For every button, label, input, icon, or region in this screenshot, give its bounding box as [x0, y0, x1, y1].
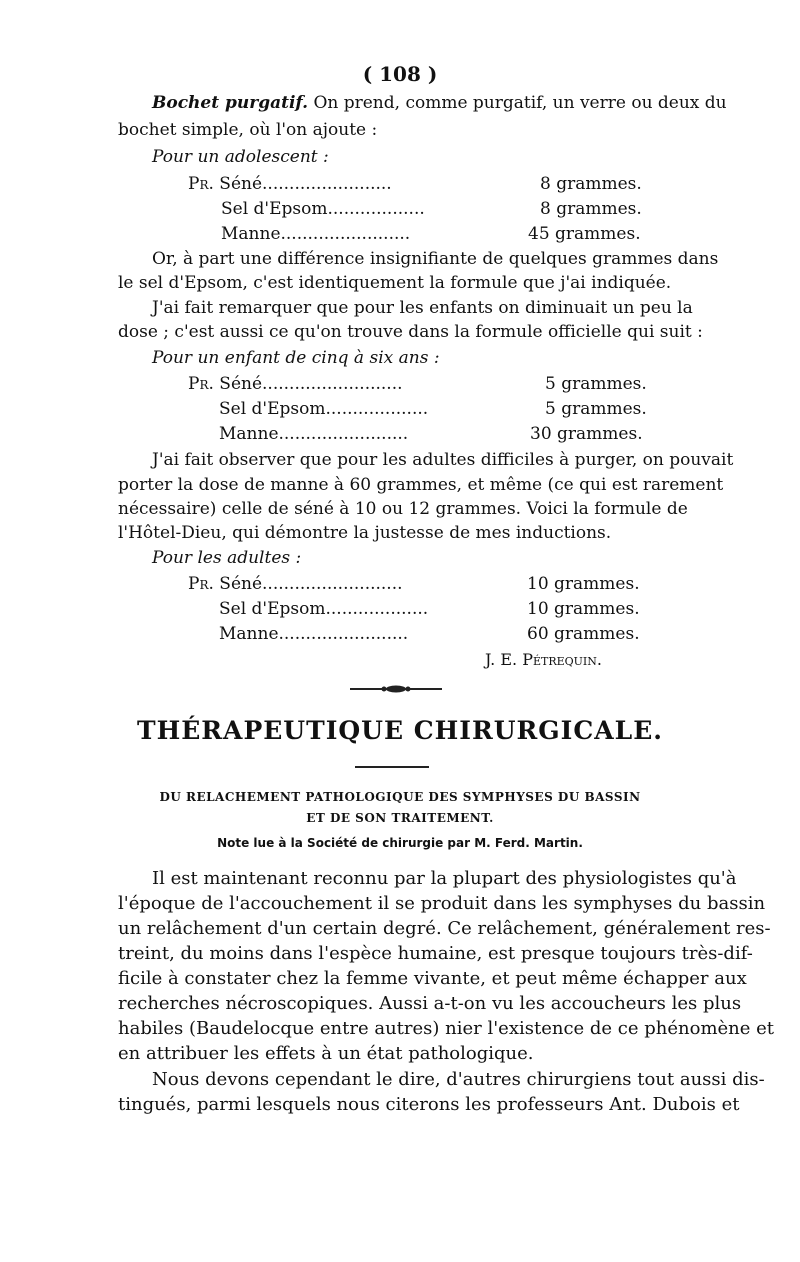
ingredient-qty: 10 grammes.	[527, 574, 640, 594]
ingredient-qty: 10 grammes.	[527, 599, 640, 619]
text-line: J'ai fait observer que pour les adultes difficiles à purger, on pouvait	[152, 450, 734, 470]
recipe-line	[219, 398, 428, 420]
article-note: Note lue à la Société de chirurgie par M. Ferd. Martin.	[217, 836, 583, 850]
ingredient-name: Manne	[219, 624, 279, 644]
article-title: ET DE SON TRAITEMENT.	[306, 811, 494, 825]
text-line: porter la dose de manne à 60 grammes, et même (ce qui est rarement	[118, 475, 724, 495]
ingredient-name: Manne	[219, 424, 279, 444]
leader-dots: ........................	[278, 424, 409, 444]
recipe-prefix: Pr.	[188, 374, 214, 394]
text-line: ficile à constater chez la femme vivante, et peut même échapper aux	[118, 968, 747, 989]
section-title: THÉRAPEUTIQUE CHIRURGICALE.	[137, 716, 663, 745]
ingredient-qty: 60 grammes.	[527, 624, 640, 644]
text-line: l'Hôtel-Dieu, qui démontre la justesse de mes inductions.	[118, 523, 612, 543]
ingredient-name: Séné	[219, 174, 263, 194]
article-title: DU RELACHEMENT PATHOLOGIQUE DES SYMPHYSES DU BASSIN	[159, 790, 641, 804]
recipe-prefix: Pr.	[188, 174, 214, 194]
recipe-line	[219, 598, 428, 620]
recipe-line	[188, 573, 403, 595]
text-line: tingués, parmi lesquels nous citerons les professeurs Ant. Dubois et	[118, 1094, 740, 1115]
leader-dots: ..................	[327, 199, 425, 219]
author-signature: J. E. Pétrequin.	[485, 650, 602, 669]
text-line: en attribuer les effets à un état pathologique.	[118, 1043, 534, 1064]
recipe-line	[221, 198, 425, 220]
text-line: Nous devons cependant le dire, d'autres chirurgiens tout aussi dis-	[152, 1069, 765, 1090]
text-line: l'époque de l'accouchement il se produit dans les symphyses du bassin	[118, 893, 766, 914]
leader-dots: ........................	[262, 174, 392, 194]
ingredient-name: Séné	[219, 374, 263, 394]
text-line: treint, du moins dans l'espèce humaine, est presque toujours très-dif-	[118, 943, 753, 964]
recipe-line	[219, 423, 408, 445]
section-heading: Pour les adultes :	[152, 548, 302, 568]
recipe-line	[188, 373, 403, 395]
text-line: Il est maintenant reconnu par la plupart des physiologistes qu'à	[152, 868, 737, 889]
title-rule	[355, 766, 429, 768]
text-line	[118, 92, 727, 114]
leader-dots: ........................	[280, 224, 411, 244]
text-line: habiles (Baudelocque entre autres) nier l'existence de ce phénomène et	[118, 1018, 775, 1039]
leader-dots: ..........................	[262, 574, 403, 594]
ingredient-qty: 8 grammes.	[540, 174, 642, 194]
text-line: nécessaire) celle de séné à 10 ou 12 grammes. Voici la formule de	[118, 499, 688, 519]
ingredient-qty: 8 grammes.	[540, 199, 642, 219]
recipe-line	[221, 223, 410, 245]
ingredient-name: Sel d'Epsom	[221, 199, 328, 219]
text-line: Or, à part une différence insignifiante de quelques grammes dans	[152, 249, 719, 269]
text-line: dose ; c'est aussi ce qu'on trouve dans la formule officielle qui suit :	[118, 322, 703, 342]
ingredient-name: Sel d'Epsom	[219, 599, 326, 619]
text-line: le sel d'Epsom, c'est identiquement la formule que j'ai indiquée.	[118, 273, 672, 293]
recipe-line	[188, 173, 392, 195]
section-heading: Pour un adolescent :	[152, 147, 329, 167]
ingredient-qty: 5 grammes.	[545, 374, 647, 394]
text-line: un relâchement d'un certain degré. Ce relâchement, généralement res-	[118, 918, 771, 939]
bochet-title: Bochet purgatif.	[152, 93, 309, 113]
section-heading: Pour un enfant de cinq à six ans :	[152, 348, 440, 368]
ingredient-qty: 30 grammes.	[530, 424, 643, 444]
leader-dots: ...................	[325, 399, 429, 419]
ingredient-name: Manne	[221, 224, 281, 244]
ingredient-name: Sel d'Epsom	[219, 399, 326, 419]
text-fragment: On prend, comme purgatif, un verre ou deux du	[308, 93, 727, 113]
page-number: ( 108 )	[362, 62, 438, 86]
recipe-prefix: Pr.	[188, 574, 214, 594]
ingredient-qty: 45 grammes.	[528, 224, 641, 244]
text-line: bochet simple, où l'on ajoute :	[118, 120, 378, 140]
recipe-line	[219, 623, 408, 645]
ingredient-name: Séné	[219, 574, 263, 594]
ingredient-qty: 5 grammes.	[545, 399, 647, 419]
leader-dots: ........................	[278, 624, 409, 644]
leader-dots: ...................	[325, 599, 429, 619]
ornament-divider	[350, 685, 442, 693]
text-line: recherches nécroscopiques. Aussi a-t-on vu les accoucheurs les plus	[118, 993, 742, 1014]
leader-dots: ..........................	[262, 374, 403, 394]
text-line: J'ai fait remarquer que pour les enfants on diminuait un peu la	[152, 298, 693, 318]
